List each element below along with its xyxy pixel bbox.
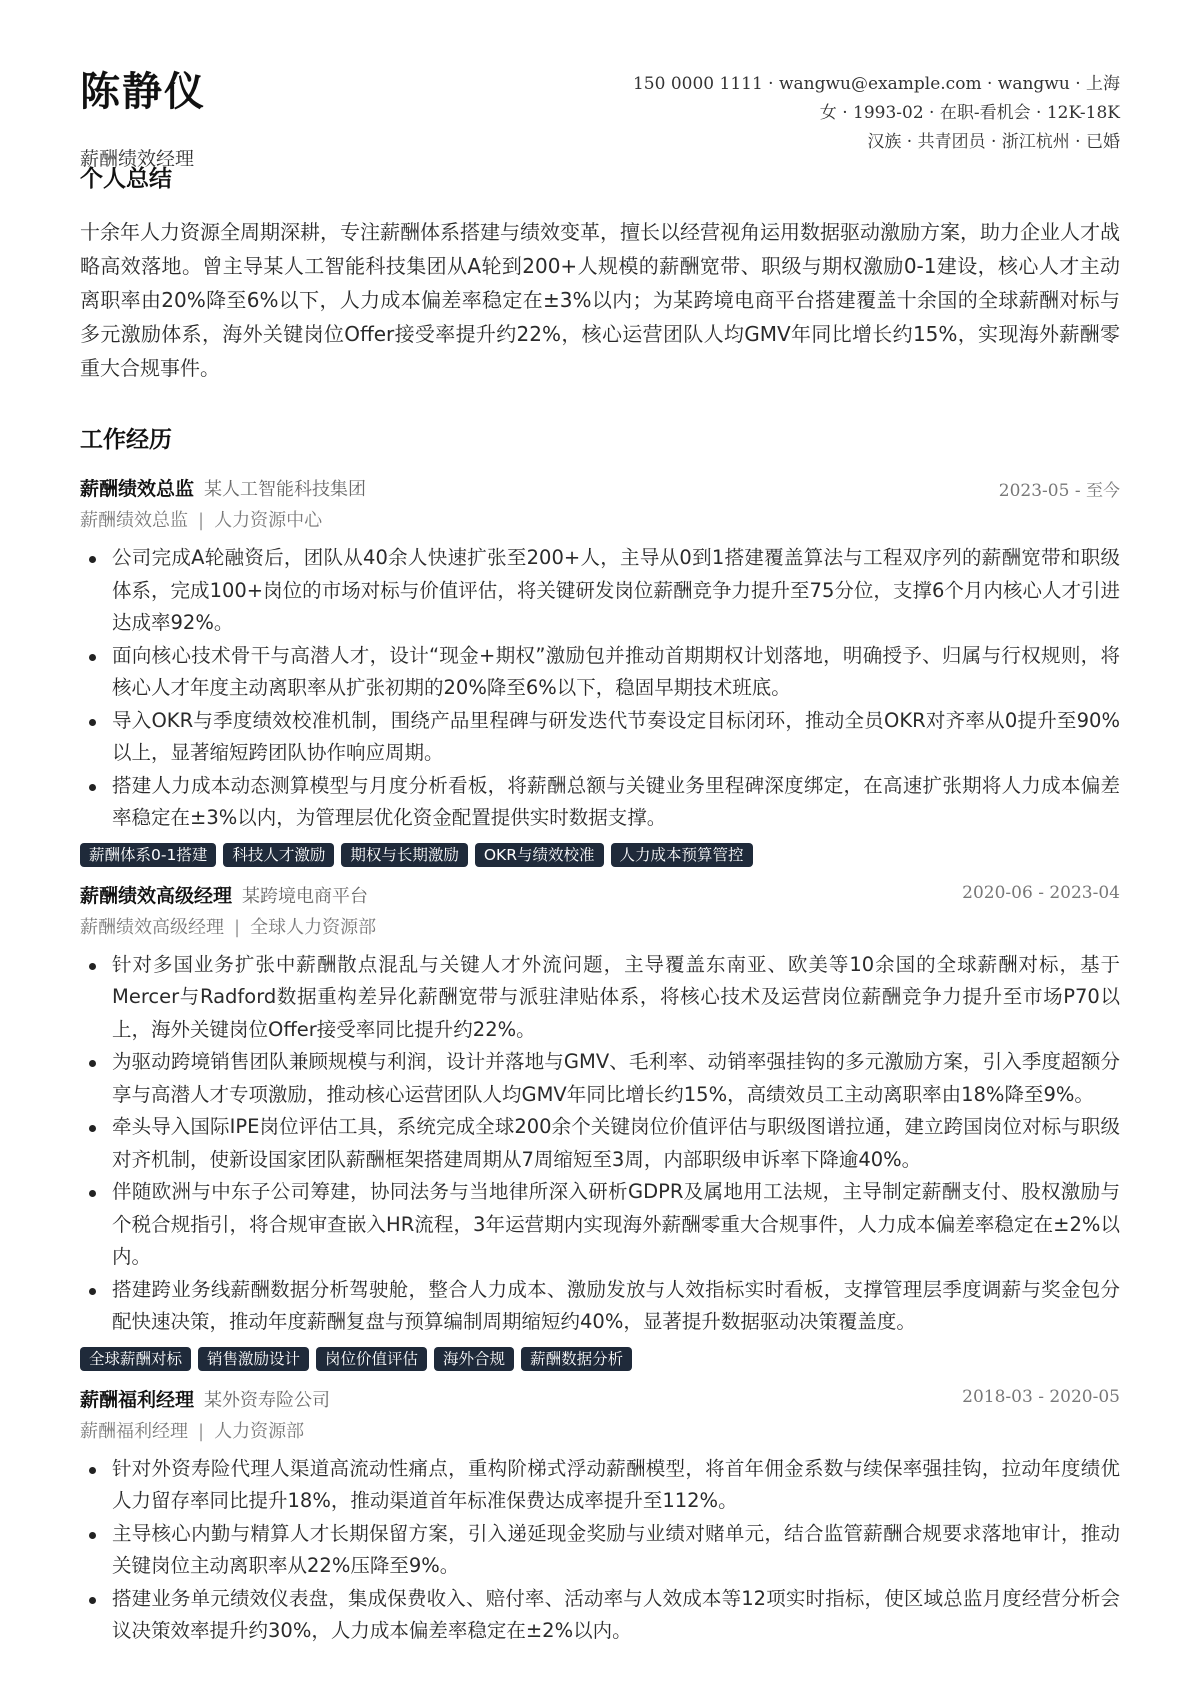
skill-tag: 岗位价值评估	[316, 1347, 427, 1371]
job-bullet: 搭建人力成本动态测算模型与月度分析看板，将薪酬总额与关键业务里程碑深度绑定，在高速扩张期将人力成本偏差率稳定在±3%以内，为管理层优化资金配置提供实时数据支撑。	[80, 770, 1120, 835]
separator: |	[234, 916, 241, 938]
job-bullet: 搭建跨业务线薪酬数据分析驾驶舱，整合人力成本、激励发放与人效指标实时看板，支撑管理层季度调薪与奖金包分配快速决策，推动年度薪酬复盘与预算编制周期缩短约40%，显著提升数据驱动决策覆盖度。	[80, 1274, 1120, 1339]
job-subtitle	[80, 1417, 1120, 1447]
contact-line: 女 · 1993-02 · 在职-看机会 · 12K-18K	[819, 103, 1120, 123]
job-company: 某人工智能科技集团	[204, 479, 367, 500]
skill-tag: OKR与绩效校准	[475, 843, 604, 867]
job-department: 人力资源中心	[214, 510, 323, 531]
job-department: 全球人力资源部	[250, 916, 377, 938]
separator: |	[198, 510, 205, 531]
summary-section	[80, 168, 1120, 385]
separator: |	[198, 1420, 205, 1442]
job-tags	[80, 1347, 1120, 1371]
job-bullets	[80, 542, 1120, 835]
job-bullets	[80, 949, 1120, 1339]
job-bullet: 针对外资寿险代理人渠道高流动性痛点，重构阶梯式浮动薪酬模型，将首年佣金系数与续保率强挂钩，拉动年度绩优人力留存率同比提升18%，推动渠道首年标准保费达成率提升至112%。	[80, 1453, 1120, 1518]
candidate-title: 薪酬绩效经理	[80, 148, 195, 170]
skill-tag: 薪酬体系0-1搭建	[80, 843, 216, 867]
skill-tag: 人力成本预算管控	[611, 843, 753, 867]
job-entry	[80, 474, 1120, 867]
job-date: 2020-06 - 2023-04	[962, 882, 1120, 903]
job-bullet: 面向核心技术骨干与高潜人才，设计“现金+期权”激励包并推动首期期权计划落地，明确授予、归属与行权规则，将核心人才年度主动离职率从扩张初期的20%降至6%以下，稳固早期技术班底。	[80, 640, 1120, 705]
skill-tag: 期权与长期激励	[341, 843, 468, 867]
job-bullet: 导入OKR与季度绩效校准机制，围绕产品里程碑与研发迭代节奏设定目标闭环，推动全员OKR对齐率从0提升至90%以上，显著缩短跨团队协作响应周期。	[80, 705, 1120, 770]
job-position: 薪酬绩效总监	[80, 510, 188, 531]
job-bullet: 针对多国业务扩张中薪酬散点混乱与关键人才外流问题，主导覆盖东南亚、欧美等10余国的全球薪酬对标，基于Mercer与Radford数据重构差异化薪酬宽带与派驻津贴体系，将核心技术及运营岗位薪酬竞争力提升至市场P70以上，海外关键岗位Offer接受率同比提升约22%。	[80, 949, 1120, 1047]
job-date: 2018-03 - 2020-05	[962, 1386, 1120, 1407]
skill-tag: 全球薪酬对标	[80, 1347, 191, 1371]
job-header	[80, 881, 1120, 911]
job-position: 薪酬福利经理	[80, 1420, 188, 1442]
job-header	[80, 474, 1120, 504]
job-bullet: 伴随欧洲与中东子公司筹建，协同法务与当地律所深入研析GDPR及属地用工法规，主导制定薪酬支付、股权激励与个税合规指引，将合规审查嵌入HR流程，3年运营期内实现海外薪酬零重大合规事件，人力成本偏差率稳定在±2%以内。	[80, 1176, 1120, 1274]
job-bullet: 为驱动跨境销售团队兼顾规模与利润，设计并落地与GMV、毛利率、动销率强挂钩的多元激励方案，引入季度超额分享与高潜人才专项激励，推动核心运营团队人均GMV年同比增长约15%，高绩效员工主动离职率由18%降至9%。	[80, 1046, 1120, 1111]
job-list	[80, 474, 1120, 1648]
experience-heading: 工作经历	[80, 427, 172, 453]
job-entry	[80, 1385, 1120, 1648]
job-department: 人力资源部	[214, 1420, 305, 1442]
job-company: 某跨境电商平台	[242, 885, 369, 907]
job-subtitle	[80, 913, 1120, 943]
job-entry	[80, 881, 1120, 1371]
summary-text: 十余年人力资源全周期深耕，专注薪酬体系搭建与绩效变革，擅长以经营视角运用数据驱动激励方案，助力企业人才战略高效落地。曾主导某人工智能科技集团从A轮到200+人规模的薪酬宽带、职级与期权激励0-1建设，核心人才主动离职率由20%降至6%以下，人力成本偏差率稳定在±3%以内；为某跨境电商平台搭建覆盖十余国的全球薪酬对标与多元激励体系，海外关键岗位Offer接受率提升约22%，核心运营团队人均GMV年同比增长约15%，实现海外薪酬零重大合规事件。	[80, 220, 1120, 380]
job-position: 薪酬绩效高级经理	[80, 916, 224, 938]
contact-line: 汉族 · 共青团员 · 浙江杭州 · 已婚	[867, 132, 1120, 152]
contact-line: 150 0000 1111 · wangwu@example.com · wangwu · 上海	[632, 74, 1120, 94]
job-header	[80, 1385, 1120, 1415]
skill-tag: 海外合规	[434, 1347, 514, 1371]
job-role: 薪酬绩效高级经理	[80, 884, 233, 907]
experience-section	[80, 429, 1120, 1648]
skill-tag: 科技人才激励	[223, 843, 334, 867]
job-subtitle	[80, 506, 1120, 536]
job-tags	[80, 843, 1120, 867]
resume-header	[80, 60, 1120, 168]
summary-heading: 个人总结	[80, 166, 172, 192]
job-company: 某外资寿险公司	[204, 1389, 331, 1411]
job-bullets	[80, 1453, 1120, 1648]
job-date: 2023-05 - 至今	[998, 481, 1120, 501]
skill-tag: 薪酬数据分析	[521, 1347, 632, 1371]
candidate-name: 陈静仪	[80, 69, 206, 115]
job-role: 薪酬福利经理	[80, 1388, 195, 1411]
job-role: 薪酬绩效总监	[80, 478, 195, 500]
resume-page	[80, 60, 1120, 1648]
job-bullet: 主导核心内勤与精算人才长期保留方案，引入递延现金奖励与业绩对赌单元，结合监管薪酬合规要求落地审计，推动关键岗位主动离职率从22%压降至9%。	[80, 1518, 1120, 1583]
job-bullet: 牵头导入国际IPE岗位评估工具，系统完成全球200余个关键岗位价值评估与职级图谱拉通，建立跨国岗位对标与职级对齐机制，使新设国家团队薪酬框架搭建周期从7周缩短至3周，内部职级申诉率下降逾40%。	[80, 1111, 1120, 1176]
job-bullet: 搭建业务单元绩效仪表盘，集成保费收入、赔付率、活动率与人效成本等12项实时指标，使区域总监月度经营分析会议决策效率提升约30%，人力成本偏差率稳定在±2%以内。	[80, 1583, 1120, 1648]
contact-info	[633, 70, 1120, 157]
job-bullet: 公司完成A轮融资后，团队从40余人快速扩张至200+人，主导从0到1搭建覆盖算法与工程双序列的薪酬宽带和职级体系，完成100+岗位的市场对标与价值评估，将关键研发岗位薪酬竞争力提升至75分位，支撑6个月内核心人才引进达成率92%。	[80, 542, 1120, 640]
skill-tag: 销售激励设计	[198, 1347, 309, 1371]
